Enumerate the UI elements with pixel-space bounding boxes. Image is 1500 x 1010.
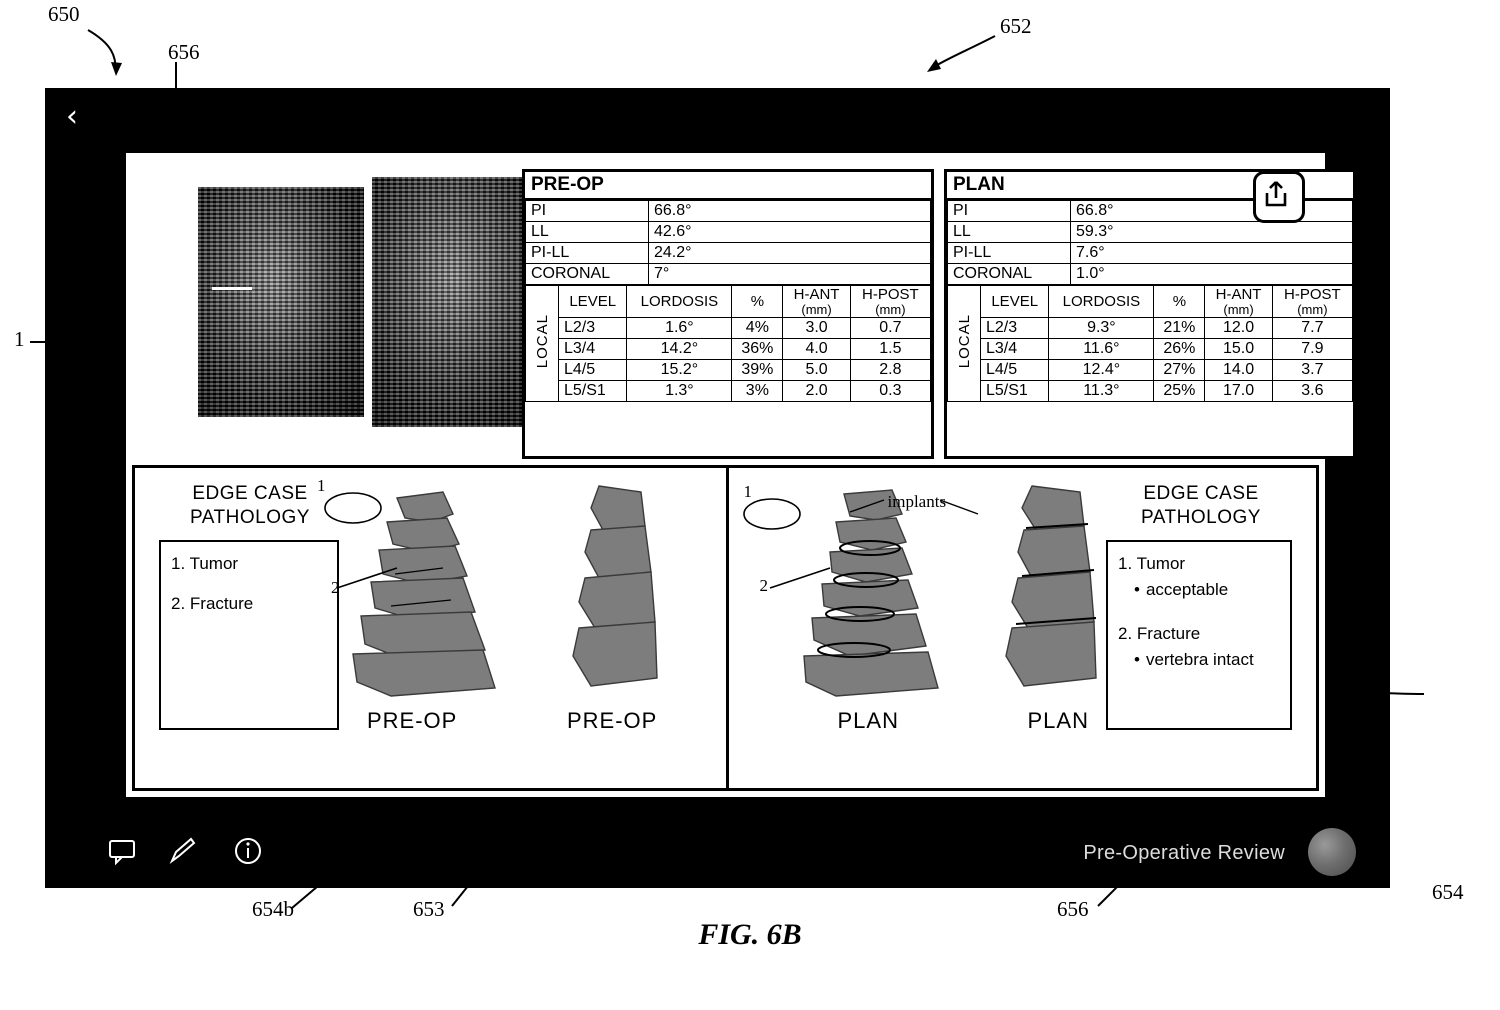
cell-lordosis: 9.3° — [1049, 318, 1154, 339]
marker-1-right: 1 — [743, 482, 752, 501]
callout-1: 656 — [168, 40, 200, 64]
cell-percent: 39% — [732, 360, 783, 381]
cell-percent: 36% — [732, 339, 783, 360]
table-row — [948, 243, 1353, 264]
implants-label: implants — [887, 492, 947, 511]
cell-hant: 17.0 — [1205, 381, 1272, 402]
cell-lordosis: 11.3° — [1049, 381, 1154, 402]
plan-pi-label: PI — [948, 201, 1071, 222]
plan-comparison-panel — [726, 468, 1317, 788]
table-row — [526, 381, 931, 402]
spine-render-plan-1[interactable] — [782, 488, 962, 703]
callout-654-bottom: 654b — [252, 897, 294, 921]
plan-coronal-value: 1.0° — [1071, 264, 1353, 285]
figure-label: FIG. 6B — [698, 918, 802, 951]
table-row — [526, 318, 931, 339]
table-row — [948, 222, 1353, 243]
preop-pill-value: 24.2° — [649, 243, 931, 264]
chevron-left-icon[interactable]: ‹ — [66, 99, 78, 134]
cell-hant: 3.0 — [783, 318, 850, 339]
edge-case-item-2-sub: • vertebra intact — [1134, 650, 1280, 670]
plan-ll-value: 59.3° — [1071, 222, 1353, 243]
plan-levels-table — [947, 285, 1353, 402]
table-row — [948, 339, 1353, 360]
upper-panel — [132, 159, 1341, 459]
cell-hpost: 7.9 — [1272, 339, 1352, 360]
callout-650: 650 — [48, 2, 80, 26]
cell-level: L2/3 — [981, 318, 1049, 339]
preop-summary-table — [525, 200, 931, 285]
cell-level: L4/5 — [981, 360, 1049, 381]
edge-case-item-1-sublist — [1134, 580, 1280, 600]
app-screen — [123, 150, 1341, 800]
cell-lordosis: 1.3° — [627, 381, 732, 402]
marker-2-right: 2 — [759, 576, 768, 595]
table-row — [526, 243, 931, 264]
cell-lordosis: 1.6° — [627, 318, 732, 339]
edge-case-box-left — [159, 540, 339, 730]
cell-hant: 4.0 — [783, 339, 850, 360]
plan-pill-label: PI-LL — [948, 243, 1071, 264]
xray-image-sagittal[interactable] — [198, 187, 364, 417]
col-hpost: H-POST (mm) — [1272, 286, 1352, 318]
lower-panel — [132, 465, 1319, 791]
cell-lordosis: 12.4° — [1049, 360, 1154, 381]
avatar[interactable] — [1308, 828, 1356, 876]
marker-2-left: 2 — [331, 578, 340, 597]
preop-coronal-value: 7° — [649, 264, 931, 285]
callout-653: 653 — [413, 897, 445, 921]
col-percent: % — [1154, 286, 1205, 318]
callout-654-right: 654 — [1432, 880, 1464, 904]
spine-render-preop-2[interactable] — [545, 482, 695, 697]
cell-hant: 15.0 — [1205, 339, 1272, 360]
preop-title: PRE-OP — [525, 172, 931, 200]
cell-level: L5/S1 — [981, 381, 1049, 402]
table-header-row — [948, 286, 1353, 318]
cell-percent: 4% — [732, 318, 783, 339]
col-level: LEVEL — [981, 286, 1049, 318]
col-lordosis: LORDOSIS — [1049, 286, 1154, 318]
col-percent: % — [732, 286, 783, 318]
app-bottom-bar — [45, 816, 1390, 888]
cell-lordosis: 15.2° — [627, 360, 732, 381]
comment-icon[interactable] — [107, 836, 137, 866]
cell-level: L2/3 — [559, 318, 627, 339]
cell-percent: 26% — [1154, 339, 1205, 360]
plan-title: PLAN — [947, 172, 1353, 200]
share-upload-icon[interactable] — [1253, 171, 1305, 223]
info-icon[interactable] — [233, 836, 263, 866]
edge-case-title-left: EDGE CASE PATHOLOGY — [190, 483, 310, 528]
cell-level: L4/5 — [559, 360, 627, 381]
cell-level: L5/S1 — [559, 381, 627, 402]
edge-case-item-1: 1. Tumor — [171, 554, 239, 573]
spine-render-preop-1[interactable] — [335, 488, 525, 703]
edit-pen-icon[interactable] — [167, 836, 197, 866]
cell-level: L3/4 — [981, 339, 1049, 360]
marker-1-left: 1 — [317, 476, 326, 495]
table-row — [948, 264, 1353, 285]
cell-level: L3/4 — [559, 339, 627, 360]
preop-ll-value: 42.6° — [649, 222, 931, 243]
callout-656: 656 — [1057, 897, 1089, 921]
table-row — [526, 264, 931, 285]
tablet-device — [45, 88, 1390, 888]
edge-case-item-2: 2. Fracture — [1118, 624, 1201, 643]
edge-case-item-2-sublist — [1134, 650, 1280, 670]
cell-hant: 14.0 — [1205, 360, 1272, 381]
preop-pi-label: PI — [526, 201, 649, 222]
col-hant: H-ANT (mm) — [783, 286, 850, 318]
table-row — [526, 222, 931, 243]
edge-case-item-1-sub: • acceptable — [1134, 580, 1280, 600]
preop-ll-label: LL — [526, 222, 649, 243]
table-row — [948, 318, 1353, 339]
edge-case-item-2: 2. Fracture — [171, 594, 254, 613]
col-lordosis: LORDOSIS — [627, 286, 732, 318]
cell-hpost: 0.7 — [850, 318, 930, 339]
cell-hant: 5.0 — [783, 360, 850, 381]
table-row — [526, 201, 931, 222]
callout-652: 652 — [1000, 14, 1032, 38]
table-row — [948, 381, 1353, 402]
cell-percent: 3% — [732, 381, 783, 402]
table-row — [526, 360, 931, 381]
caption-preop-2: PRE-OP — [567, 708, 658, 733]
edge-case-item-1: 1. Tumor — [1118, 554, 1186, 573]
preop-levels-table — [525, 285, 931, 402]
cell-hpost: 2.8 — [850, 360, 930, 381]
caption-plan-1: PLAN — [837, 708, 899, 733]
col-level: LEVEL — [559, 286, 627, 318]
cell-hpost: 7.7 — [1272, 318, 1352, 339]
cell-hpost: 0.3 — [850, 381, 930, 402]
preop-pi-value: 66.8° — [649, 201, 931, 222]
table-row — [948, 360, 1353, 381]
caption-plan-2: PLAN — [1027, 708, 1089, 733]
col-hant: H-ANT (mm) — [1205, 286, 1272, 318]
spine-render-plan-2[interactable] — [976, 482, 1146, 697]
plan-pi-value: 66.8° — [1071, 201, 1353, 222]
cell-percent: 27% — [1154, 360, 1205, 381]
preop-pill-label: PI-LL — [526, 243, 649, 264]
preop-local-group-label: LOCAL — [526, 286, 559, 402]
cell-hpost: 3.6 — [1272, 381, 1352, 402]
plan-pill-value: 7.6° — [1071, 243, 1353, 264]
cell-hpost: 3.7 — [1272, 360, 1352, 381]
app-top-bar — [45, 88, 1390, 148]
cell-percent: 21% — [1154, 318, 1205, 339]
edge-case-title-right: EDGE CASE PATHOLOGY — [1141, 483, 1261, 528]
plan-coronal-label: CORONAL — [948, 264, 1071, 285]
callout-2: 1 — [14, 327, 25, 351]
cell-percent: 25% — [1154, 381, 1205, 402]
cell-lordosis: 11.6° — [1049, 339, 1154, 360]
col-hpost: H-POST (mm) — [850, 286, 930, 318]
preop-coronal-label: CORONAL — [526, 264, 649, 285]
cell-hpost: 1.5 — [850, 339, 930, 360]
cell-lordosis: 14.2° — [627, 339, 732, 360]
preop-comparison-panel — [135, 468, 726, 788]
plan-local-group-label: LOCAL — [948, 286, 981, 402]
cell-hant: 12.0 — [1205, 318, 1272, 339]
bottom-bar-label: Pre-Operative Review — [1083, 842, 1285, 864]
table-header-row — [526, 286, 931, 318]
table-row — [526, 339, 931, 360]
caption-preop-1: PRE-OP — [367, 708, 458, 733]
preop-table — [522, 169, 934, 459]
cell-hant: 2.0 — [783, 381, 850, 402]
plan-ll-label: LL — [948, 222, 1071, 243]
